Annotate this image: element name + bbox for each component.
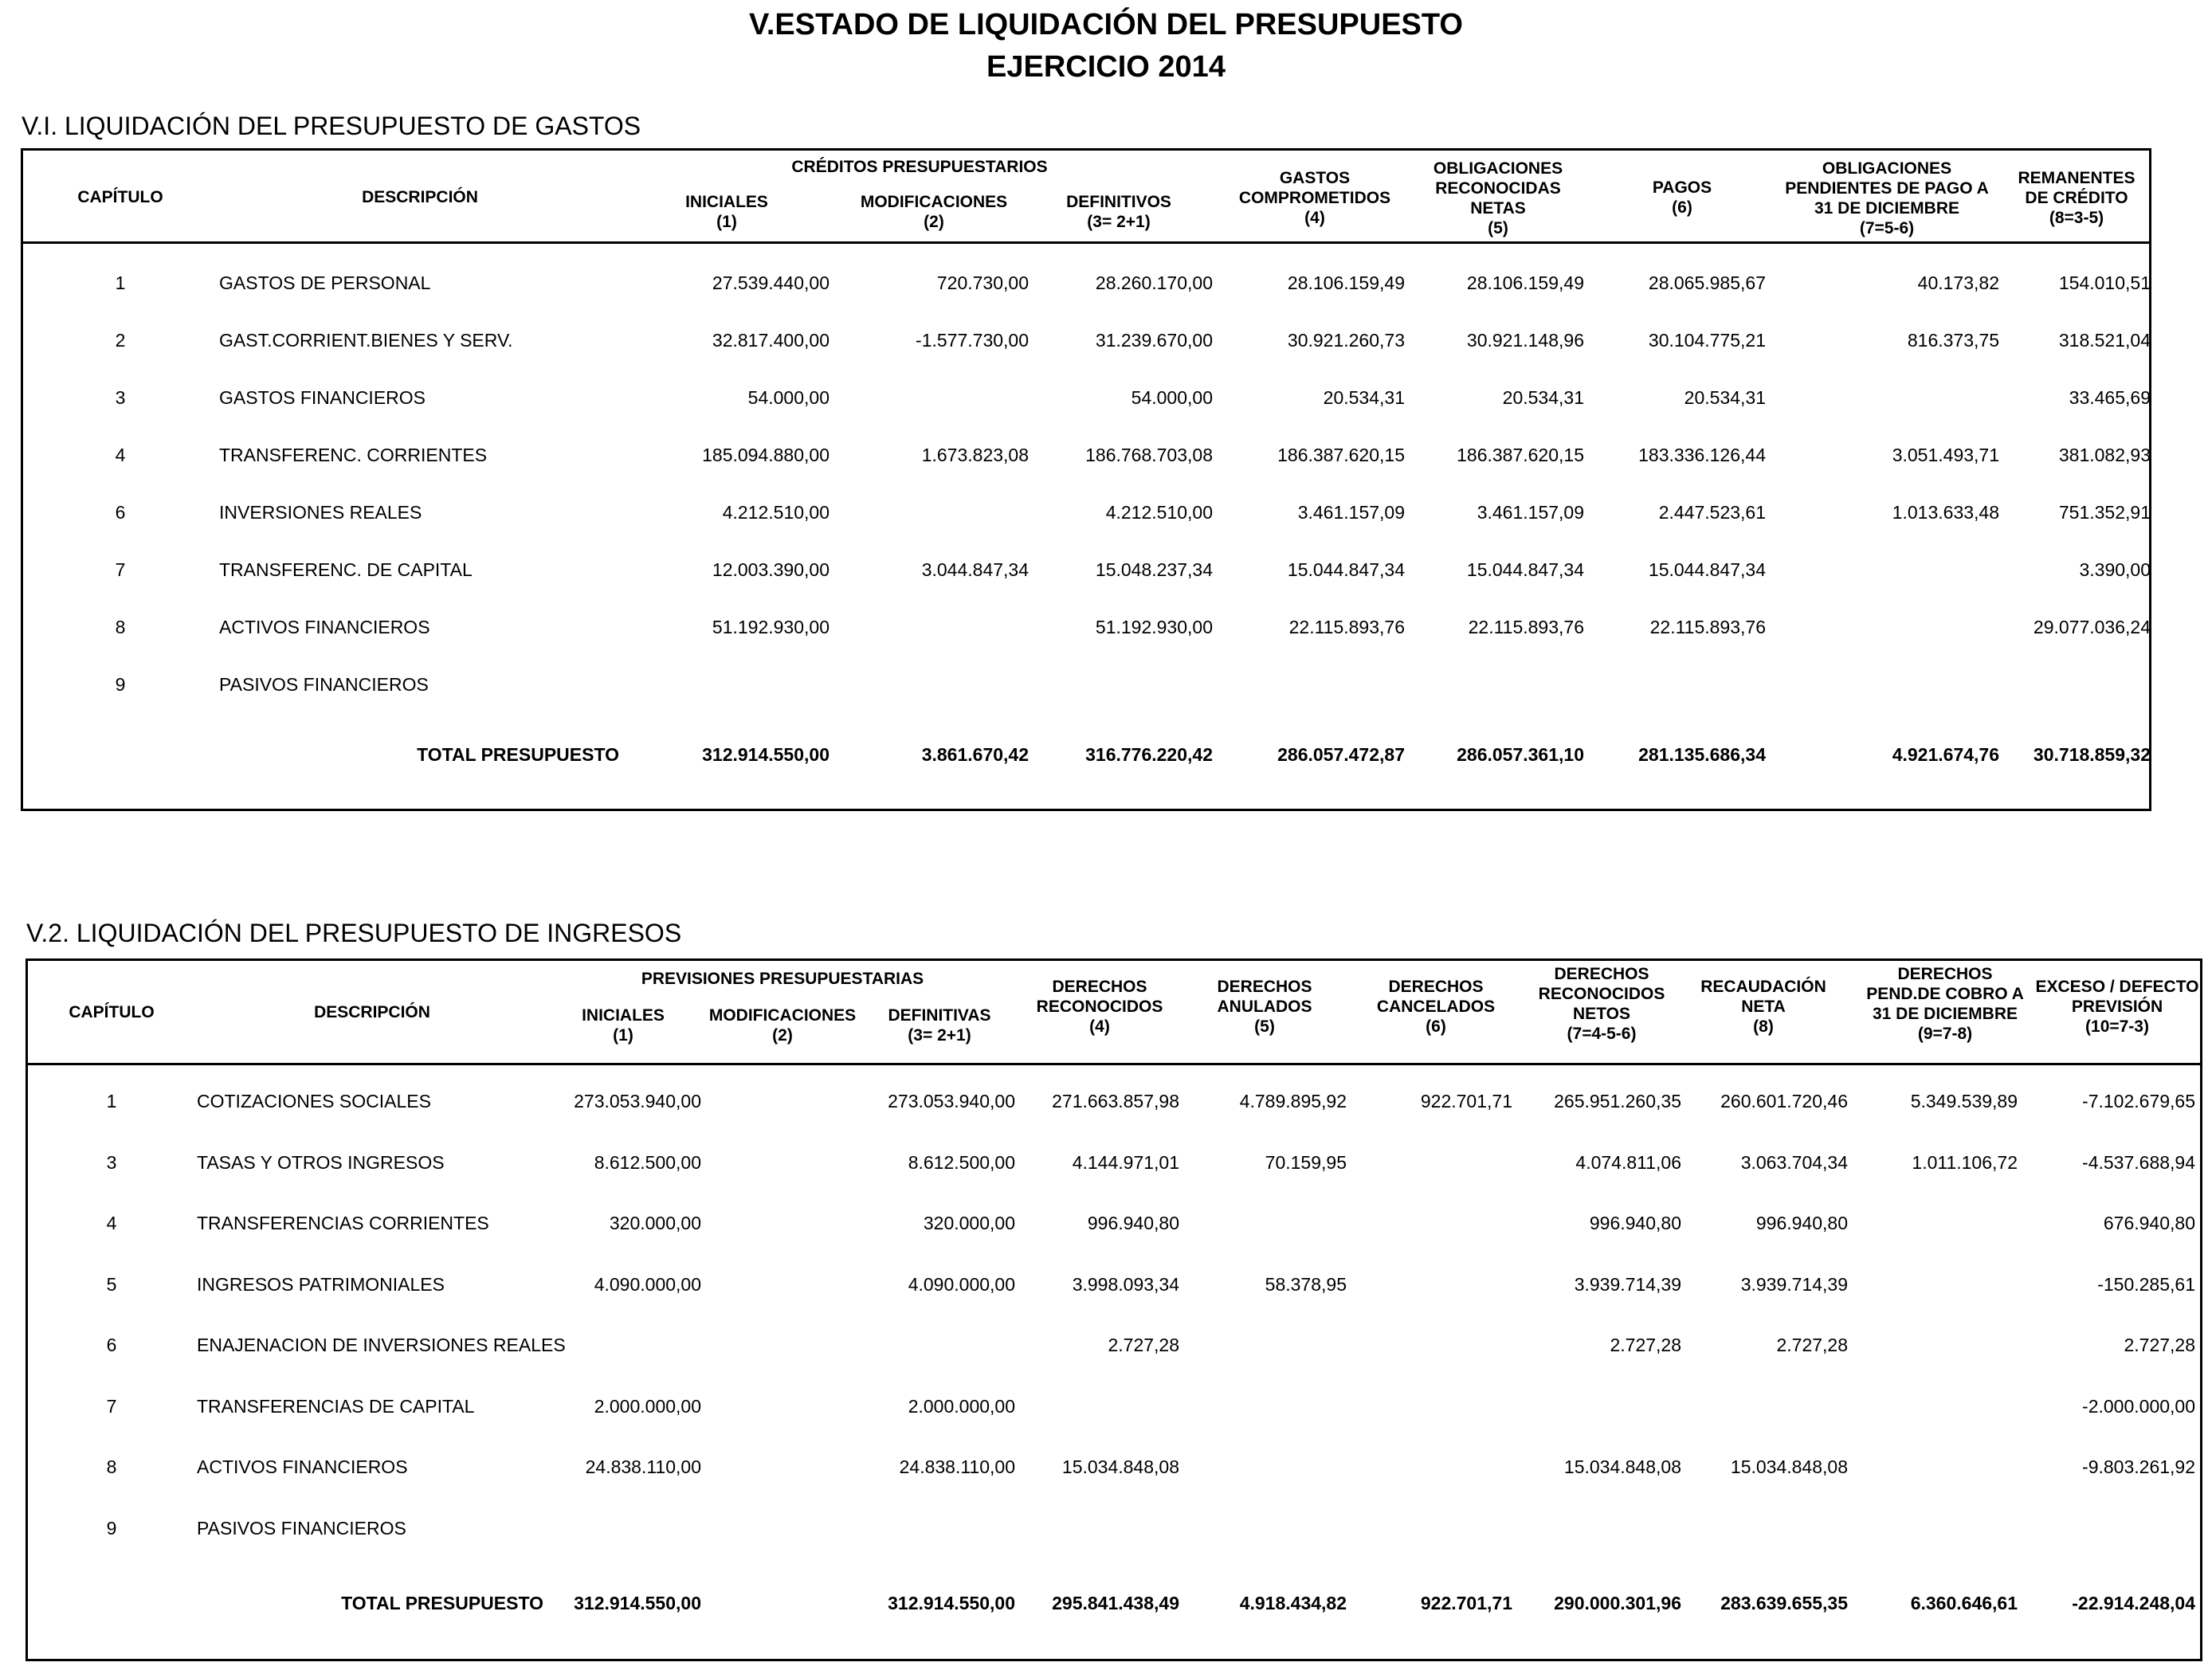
gastos-row-value: 40.173,82 — [1917, 272, 1999, 293]
ingresos-row-value: -2.000.000,00 — [2082, 1396, 2195, 1417]
gastos-col-header — [1239, 168, 1390, 228]
ingresos-row-capitulo: 9 — [106, 1518, 117, 1539]
gastos-row-value: 51.192.930,00 — [712, 617, 830, 637]
gastos-row-value: 3.051.493,71 — [1892, 445, 1999, 465]
ingresos-row-value: 2.727,28 — [2124, 1335, 2195, 1355]
gastos-row-value: 28.106.159,49 — [1466, 272, 1584, 293]
gastos-row-value: 15.044.847,34 — [1648, 559, 1766, 580]
ingresos-header-divider — [28, 1063, 2200, 1065]
gastos-total-value: 286.057.361,10 — [1457, 744, 1584, 765]
gastos-total-value: 286.057.472,87 — [1277, 744, 1405, 765]
gastos-row-value: 185.094.880,00 — [702, 445, 830, 465]
gastos-col-header-line: GASTOS — [1279, 169, 1351, 187]
ingresos-col-header-line: ANULADOS — [1217, 998, 1312, 1016]
gastos-row-value: 15.048.237,34 — [1095, 559, 1213, 580]
ingresos-row-capitulo: 7 — [106, 1396, 117, 1417]
ingresos-col-header — [2036, 977, 2199, 1037]
ingresos-col-header-line: (8) — [1753, 1017, 1774, 1036]
gastos-col-header-line: MODIFICACIONES — [860, 193, 1008, 211]
gastos-row-value: 1.013.633,48 — [1892, 502, 1999, 523]
ingresos-col-header-line: DESCRIPCIÓN — [314, 1003, 430, 1021]
ingresos-total-value: 295.841.438,49 — [1052, 1593, 1179, 1613]
gastos-total-value: 4.921.674,76 — [1892, 744, 1999, 765]
gastos-row-capitulo: 7 — [115, 559, 126, 580]
gastos-col-header — [1653, 178, 1712, 218]
ingresos-col-header-line: CANCELADOS — [1376, 998, 1496, 1016]
gastos-col-header — [1433, 159, 1563, 238]
gastos-col-header-line: OBLIGACIONES — [1822, 159, 1952, 178]
gastos-col-header-line: CAPÍTULO — [77, 188, 163, 206]
ingresos-row-descripcion: INGRESOS PATRIMONIALES — [197, 1274, 445, 1295]
ingresos-row-value: 58.378,95 — [1265, 1274, 1347, 1295]
gastos-col-header-line: DEFINITIVOS — [1066, 193, 1171, 211]
ingresos-total-value: 4.918.434,82 — [1239, 1593, 1347, 1613]
ingresos-col-header-line: (10=7-3) — [2085, 1017, 2149, 1036]
gastos-row-value: 28.106.159,49 — [1287, 272, 1405, 293]
ingresos-col-header-line: (2) — [772, 1026, 793, 1045]
gastos-col-header — [1066, 192, 1171, 232]
gastos-col-header-line: (7=5-6) — [1859, 219, 1915, 237]
gastos-row-descripcion: INVERSIONES REALES — [219, 502, 422, 523]
ingresos-col-header — [1217, 977, 1312, 1037]
ingresos-col-header-line: (6) — [1426, 1017, 1446, 1036]
ingresos-col-header — [314, 1002, 430, 1022]
gastos-col-header-line: RECONOCIDAS — [1435, 179, 1561, 198]
gastos-row-capitulo: 2 — [115, 330, 126, 351]
gastos-col-header-line: (4) — [1304, 209, 1325, 227]
gastos-row-value: 29.077.036,24 — [2033, 617, 2151, 637]
gastos-col-header-line: REMANENTES — [2018, 169, 2136, 187]
ingresos-total-label: TOTAL PRESUPUESTO — [341, 1593, 543, 1613]
ingresos-col-header-line: (3= 2+1) — [908, 1026, 971, 1045]
ingresos-group-header: PREVISIONES PRESUPUESTARIAS — [641, 970, 924, 988]
gastos-row-capitulo: 3 — [115, 387, 126, 408]
gastos-row-value: 1.673.823,08 — [921, 445, 1029, 465]
ingresos-row-capitulo: 8 — [106, 1456, 117, 1477]
page-title: V.ESTADO DE LIQUIDACIÓN DEL PRESUPUESTO — [749, 8, 1463, 41]
gastos-row-descripcion: GASTOS DE PERSONAL — [219, 272, 431, 293]
ingresos-row-value: 5.349.539,89 — [1910, 1091, 2018, 1111]
ingresos-row-value: 320.000,00 — [609, 1213, 701, 1233]
gastos-row-value: 720.730,00 — [936, 272, 1029, 293]
gastos-row-value: 54.000,00 — [747, 387, 830, 408]
ingresos-row-value: 4.090.000,00 — [908, 1274, 1015, 1295]
gastos-total-value: 30.718.859,32 — [2033, 744, 2151, 765]
gastos-col-header-line: PAGOS — [1652, 178, 1712, 197]
gastos-row-descripcion: GASTOS FINANCIEROS — [219, 387, 426, 408]
ingresos-row-value: 271.663.857,98 — [1052, 1091, 1179, 1111]
gastos-col-header-line: NETAS — [1470, 199, 1526, 218]
gastos-row-value: 20.534,31 — [1323, 387, 1405, 408]
ingresos-total-value: 283.639.655,35 — [1720, 1593, 1848, 1613]
ingresos-col-header-line: (5) — [1254, 1017, 1275, 1036]
gastos-row-value: 20.534,31 — [1502, 387, 1584, 408]
ingresos-row-value: 8.612.500,00 — [594, 1152, 701, 1173]
gastos-row-value: 31.239.670,00 — [1095, 330, 1213, 351]
ingresos-row-value: 1.011.106,72 — [1912, 1152, 2018, 1173]
ingresos-col-header-line: DERECHOS — [1897, 965, 1993, 983]
ingresos-total-value: 290.000.301,96 — [1554, 1593, 1681, 1613]
ingresos-row-value: 3.939.714,39 — [1740, 1274, 1848, 1295]
gastos-row-value: 12.003.390,00 — [712, 559, 830, 580]
gastos-row-value: 186.387.620,15 — [1457, 445, 1584, 465]
ingresos-col-header-line: DEFINITIVAS — [888, 1006, 991, 1025]
gastos-col-header — [2018, 168, 2135, 228]
gastos-row-value: 4.212.510,00 — [1105, 502, 1213, 523]
gastos-row-capitulo: 4 — [115, 445, 126, 465]
gastos-total-value: 312.914.550,00 — [702, 744, 830, 765]
gastos-row-value: 54.000,00 — [1131, 387, 1213, 408]
ingresos-col-header-line: (9=7-8) — [1917, 1025, 1973, 1043]
ingresos-col-header-line: EXCESO / DEFECTO — [2035, 978, 2199, 996]
gastos-col-header-line: DESCRIPCIÓN — [362, 188, 478, 206]
ingresos-col-header — [1037, 977, 1163, 1037]
gastos-row-value: 27.539.440,00 — [712, 272, 830, 293]
ingresos-col-header-line: INICIALES — [582, 1006, 665, 1025]
ingresos-row-value: 2.000.000,00 — [594, 1396, 701, 1417]
gastos-row-value: 22.115.893,76 — [1288, 617, 1405, 637]
ingresos-row-capitulo: 4 — [106, 1213, 117, 1233]
gastos-row-value: 318.521,04 — [2058, 330, 2151, 351]
gastos-row-capitulo: 6 — [115, 502, 126, 523]
gastos-row-value: 154.010,51 — [2058, 272, 2151, 293]
ingresos-total-value: 6.360.646,61 — [1910, 1593, 2018, 1613]
ingresos-row-descripcion: PASIVOS FINANCIEROS — [197, 1518, 406, 1539]
gastos-col-header-line: INICIALES — [685, 193, 768, 211]
ingresos-col-header-line: DERECHOS — [1554, 965, 1649, 983]
ingresos-row-value: 996.940,80 — [1755, 1213, 1848, 1233]
gastos-col-header — [77, 187, 163, 207]
ingresos-row-value: -150.285,61 — [2097, 1274, 2195, 1295]
ingresos-row-descripcion: TASAS Y OTROS INGRESOS — [197, 1152, 445, 1173]
ingresos-col-header — [69, 1002, 154, 1022]
ingresos-col-header-line: RECONOCIDOS — [1538, 985, 1665, 1003]
ingresos-col-header — [1377, 977, 1495, 1037]
ingresos-col-header-line: RECONOCIDOS — [1036, 998, 1163, 1016]
gastos-row-descripcion: GAST.CORRIENT.BIENES Y SERV. — [219, 330, 513, 351]
ingresos-row-descripcion: ENAJENACION DE INVERSIONES REALES — [197, 1335, 566, 1355]
gastos-header-divider — [23, 241, 2149, 244]
ingresos-row-value: 15.034.848,08 — [1730, 1456, 1848, 1477]
gastos-row-value: 751.352,91 — [2058, 502, 2151, 523]
gastos-total-value: 316.776.220,42 — [1085, 744, 1213, 765]
gastos-col-header — [1785, 159, 1989, 238]
gastos-row-value: 15.044.847,34 — [1287, 559, 1405, 580]
gastos-col-header-line: (8=3-5) — [2049, 209, 2104, 227]
ingresos-row-value: -7.102.679,65 — [2082, 1091, 2195, 1111]
gastos-row-descripcion: ACTIVOS FINANCIEROS — [219, 617, 430, 637]
ingresos-row-value: 15.034.848,08 — [1563, 1456, 1681, 1477]
ingresos-row-value: -9.803.261,92 — [2082, 1456, 2195, 1477]
gastos-total-label: TOTAL PRESUPUESTO — [417, 744, 619, 765]
ingresos-row-value: 265.951.260,35 — [1554, 1091, 1681, 1111]
ingresos-table — [25, 958, 2202, 1661]
ingresos-row-value: 996.940,80 — [1589, 1213, 1681, 1233]
gastos-row-value: -1.577.730,00 — [916, 330, 1029, 351]
gastos-col-header-line: (1) — [716, 213, 737, 231]
gastos-col-header-line: PENDIENTES DE PAGO A — [1785, 179, 1989, 198]
ingresos-total-value: -22.914.248,04 — [2072, 1593, 2195, 1613]
gastos-total-value: 3.861.670,42 — [921, 744, 1029, 765]
ingresos-col-header-line: DERECHOS — [1052, 978, 1147, 996]
gastos-row-capitulo: 1 — [115, 272, 126, 293]
ingresos-col-header-line: (4) — [1089, 1017, 1110, 1036]
ingresos-col-header — [1539, 964, 1665, 1044]
ingresos-col-header-line: (7=4-5-6) — [1567, 1025, 1637, 1043]
gastos-col-header-line: (6) — [1672, 198, 1692, 217]
ingresos-col-header-line: RECAUDACIÓN — [1700, 978, 1826, 996]
ingresos-row-value: 4.090.000,00 — [594, 1274, 701, 1295]
ingresos-col-header — [888, 1006, 990, 1045]
ingresos-row-descripcion: COTIZACIONES SOCIALES — [197, 1091, 431, 1111]
ingresos-row-value: 320.000,00 — [923, 1213, 1015, 1233]
gastos-section-title: V.I. LIQUIDACIÓN DEL PRESUPUESTO DE GASTOS — [22, 112, 641, 140]
gastos-row-value: 3.044.847,34 — [921, 559, 1029, 580]
gastos-group-header: CRÉDITOS PRESUPUESTARIOS — [791, 158, 1048, 176]
gastos-row-value: 816.373,75 — [1907, 330, 1999, 351]
gastos-col-header-line: (5) — [1488, 219, 1508, 237]
ingresos-row-value: 3.063.704,34 — [1740, 1152, 1848, 1173]
gastos-row-value: 3.461.157,09 — [1297, 502, 1405, 523]
ingresos-row-value: 4.144.971,01 — [1072, 1152, 1179, 1173]
ingresos-row-value: 260.601.720,46 — [1720, 1091, 1848, 1111]
ingresos-col-header-line: 31 DE DICIEMBRE — [1872, 1005, 2018, 1023]
ingresos-row-value: 24.838.110,00 — [899, 1456, 1015, 1477]
ingresos-row-value: 8.612.500,00 — [908, 1152, 1015, 1173]
ingresos-row-value: 4.074.811,06 — [1575, 1152, 1681, 1173]
page-subtitle: EJERCICIO 2014 — [986, 50, 1226, 84]
ingresos-total-value: 312.914.550,00 — [574, 1593, 701, 1613]
gastos-col-header-line: 31 DE DICIEMBRE — [1814, 199, 1960, 218]
ingresos-row-descripcion: TRANSFERENCIAS DE CAPITAL — [197, 1396, 475, 1417]
gastos-row-value: 183.336.126,44 — [1638, 445, 1766, 465]
gastos-row-value: 30.921.260,73 — [1287, 330, 1405, 351]
ingresos-row-value: -4.537.688,94 — [2082, 1152, 2195, 1173]
ingresos-total-value: 922.701,71 — [1420, 1593, 1512, 1613]
gastos-row-value: 2.447.523,61 — [1658, 502, 1766, 523]
ingresos-total-value: 312.914.550,00 — [888, 1593, 1015, 1613]
ingresos-row-capitulo: 1 — [106, 1091, 117, 1111]
ingresos-row-capitulo: 5 — [106, 1274, 117, 1295]
ingresos-row-value: 922.701,71 — [1420, 1091, 1512, 1111]
ingresos-row-value: 3.939.714,39 — [1574, 1274, 1681, 1295]
gastos-row-value: 28.065.985,67 — [1648, 272, 1766, 293]
ingresos-col-header-line: DERECHOS — [1388, 978, 1484, 996]
gastos-table — [21, 148, 2151, 811]
ingresos-section-title: V.2. LIQUIDACIÓN DEL PRESUPUESTO DE INGRESOS — [26, 919, 682, 947]
gastos-col-header-line: OBLIGACIONES — [1433, 159, 1563, 178]
ingresos-row-value: 273.053.940,00 — [574, 1091, 701, 1111]
ingresos-row-descripcion: TRANSFERENCIAS CORRIENTES — [197, 1213, 489, 1233]
gastos-row-value: 22.115.893,76 — [1468, 617, 1584, 637]
ingresos-row-value: 996.940,80 — [1087, 1213, 1179, 1233]
gastos-row-value: 3.390,00 — [2079, 559, 2151, 580]
ingresos-row-value: 4.789.895,92 — [1239, 1091, 1347, 1111]
gastos-row-value: 186.387.620,15 — [1277, 445, 1405, 465]
ingresos-col-header — [1700, 977, 1826, 1037]
ingresos-col-header-line: NETA — [1741, 998, 1786, 1016]
ingresos-col-header-line: PEND.DE COBRO A — [1866, 985, 2024, 1003]
gastos-row-value: 15.044.847,34 — [1466, 559, 1584, 580]
gastos-col-header-line: (3= 2+1) — [1087, 213, 1151, 231]
ingresos-col-header — [1866, 964, 2024, 1044]
ingresos-row-value: 2.000.000,00 — [908, 1396, 1015, 1417]
ingresos-row-value: 2.727,28 — [1610, 1335, 1681, 1355]
ingresos-row-value: 70.159,95 — [1265, 1152, 1347, 1173]
gastos-row-value: 51.192.930,00 — [1095, 617, 1213, 637]
ingresos-col-header-line: (1) — [613, 1026, 633, 1045]
gastos-row-value: 4.212.510,00 — [722, 502, 830, 523]
gastos-row-value: 28.260.170,00 — [1095, 272, 1213, 293]
ingresos-col-header-line: DERECHOS — [1217, 978, 1312, 996]
gastos-col-header — [861, 192, 1007, 232]
gastos-row-capitulo: 9 — [115, 674, 126, 695]
gastos-col-header — [685, 192, 768, 232]
gastos-row-value: 33.465,69 — [2069, 387, 2151, 408]
gastos-row-capitulo: 8 — [115, 617, 126, 637]
gastos-row-value: 20.534,31 — [1684, 387, 1766, 408]
ingresos-col-header — [582, 1006, 665, 1045]
gastos-row-value: 3.461.157,09 — [1477, 502, 1584, 523]
gastos-row-value: 30.921.148,96 — [1466, 330, 1584, 351]
ingresos-col-header — [709, 1006, 856, 1045]
ingresos-row-value: 15.034.848,08 — [1061, 1456, 1179, 1477]
gastos-col-header-line: DE CRÉDITO — [2025, 189, 2128, 207]
ingresos-row-value: 2.727,28 — [1776, 1335, 1848, 1355]
gastos-total-value: 281.135.686,34 — [1638, 744, 1766, 765]
gastos-row-descripcion: TRANSFERENC. CORRIENTES — [219, 445, 488, 465]
ingresos-col-header-line: NETOS — [1573, 1005, 1630, 1023]
ingresos-col-header-line: PREVISIÓN — [2071, 998, 2163, 1016]
gastos-row-value: 186.768.703,08 — [1085, 445, 1213, 465]
gastos-col-header-line: COMPROMETIDOS — [1238, 189, 1391, 207]
gastos-col-header-line: (2) — [924, 213, 944, 231]
ingresos-row-value: 24.838.110,00 — [585, 1456, 701, 1477]
ingresos-row-value: 676.940,80 — [2103, 1213, 2195, 1233]
gastos-row-value: 22.115.893,76 — [1649, 617, 1766, 637]
gastos-row-descripcion: TRANSFERENC. DE CAPITAL — [219, 559, 473, 580]
gastos-col-header — [362, 187, 478, 207]
ingresos-col-header-line: CAPÍTULO — [69, 1003, 155, 1021]
ingresos-row-descripcion: ACTIVOS FINANCIEROS — [197, 1456, 408, 1477]
gastos-row-value: 381.082,93 — [2058, 445, 2151, 465]
ingresos-row-value: 3.998.093,34 — [1072, 1274, 1179, 1295]
ingresos-row-capitulo: 3 — [106, 1152, 117, 1173]
gastos-row-value: 32.817.400,00 — [712, 330, 830, 351]
gastos-row-descripcion: PASIVOS FINANCIEROS — [219, 674, 429, 695]
ingresos-row-value: 273.053.940,00 — [888, 1091, 1015, 1111]
gastos-row-value: 30.104.775,21 — [1648, 330, 1766, 351]
ingresos-col-header-line: MODIFICACIONES — [708, 1006, 857, 1025]
ingresos-row-value: 2.727,28 — [1108, 1335, 1179, 1355]
ingresos-row-capitulo: 6 — [106, 1335, 117, 1355]
